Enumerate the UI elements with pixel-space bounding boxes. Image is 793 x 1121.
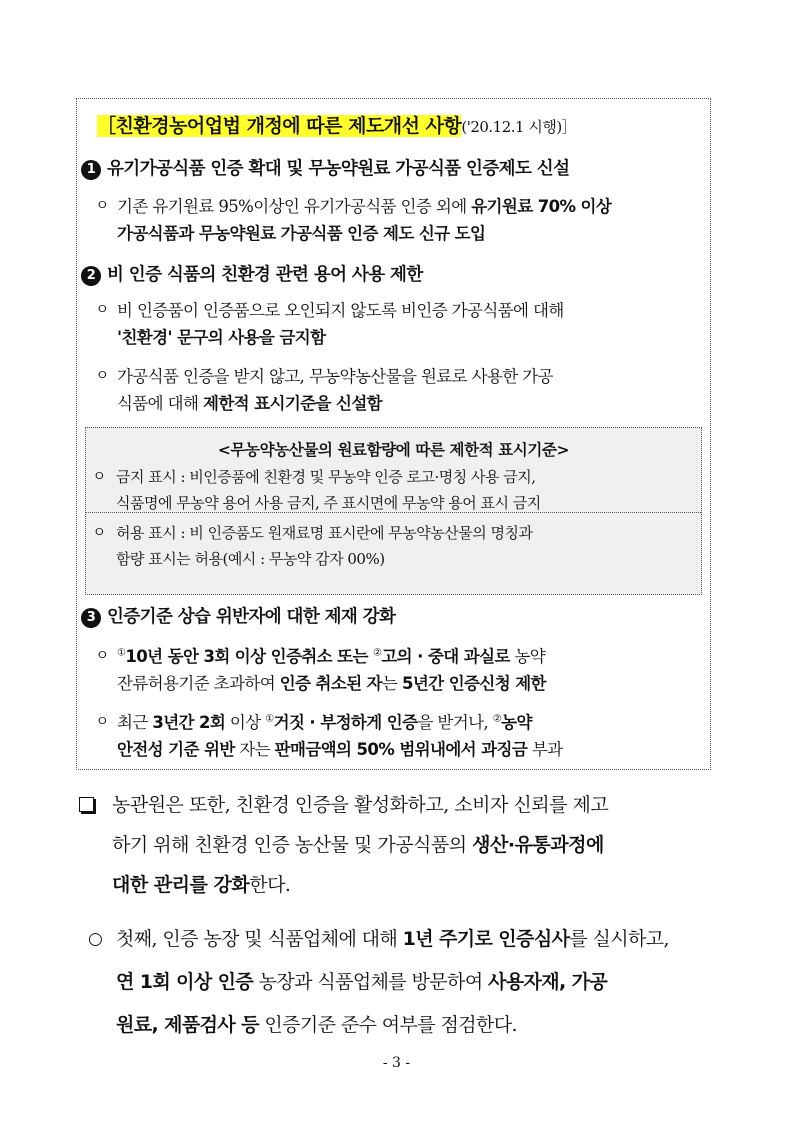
section-3-text: 인증기준 상습 위반자에 대한 제재 강화: [107, 607, 396, 627]
circled-number-2-icon: 2: [81, 266, 101, 286]
section-3-heading: [81, 603, 395, 628]
section-2-item-1: ㅇ 비 인증품이 인증품으로 오인되지 않도록 비인증 가공식품에 대해 '친환경' 문구의 사용을 금지함: [95, 297, 705, 351]
box-title-highlight: ［친환경농어업법 개정에 따른 제도개선 사항: [97, 115, 462, 137]
labeling-standard-title: <무농약농산물의 원료함량에 따른 제한적 표시기준>: [217, 441, 570, 459]
section-1-text: 유기가공식품 인증 확대 및 무농약원료 가공식품 인증제도 신설: [107, 159, 570, 179]
page-number: - 3 -: [382, 1055, 411, 1071]
section-2-heading: [81, 261, 423, 286]
divider: [86, 512, 701, 513]
bullet-icon: ㅇ: [95, 198, 109, 214]
circled-number-3-icon: 3: [81, 608, 101, 628]
reform-summary-box: [76, 98, 711, 770]
bullet-icon: ㅇ: [92, 469, 106, 485]
bullet-icon: ㅇ: [95, 302, 109, 318]
section-1-item-1: ㅇ 기존 유기원료 95%이상인 유기가공식품 인증 외에 유기원료 70% 이상 가공식품과 무농약원료 가공식품 인증 제도 신규 도입: [95, 193, 705, 247]
section-3-item-2: ㅇ 최근 3년간 2회 이상 ①거짓 · 부정하게 인증을 받거나, ②농약 안전성 기준 위반 자는 판매금액의 50% 범위내에서 과징금 부과: [95, 709, 705, 763]
bullet-icon: ㅇ: [92, 525, 106, 541]
section-2-text: 비 인증 식품의 친환경 관련 용어 사용 제한: [107, 265, 423, 285]
checkbox-bullet-icon: [79, 797, 94, 812]
circle-bullet-icon: ○: [88, 929, 103, 949]
box-title-date: ('20.12.1 시행)］: [461, 118, 577, 136]
labeling-standard-box: [85, 427, 702, 595]
section-1-heading: [81, 155, 569, 180]
section-2-item-2: ㅇ 가공식품 인증을 받지 않고, 무농약농산물을 원료로 사용한 가공 식품에 대해 제한적 표시기준을 신설함: [95, 363, 705, 417]
permitted-labeling-item: ㅇ 허용 표시 : 비 인증품도 원재료명 표시란에 무농약농산물의 명칭과 함량 표시는 허용(예시 : 무농약 감자 00%): [92, 520, 696, 572]
bullet-icon: ㅇ: [95, 368, 109, 384]
bullet-icon: ㅇ: [95, 648, 109, 664]
section-3-item-1: ㅇ ①10년 동안 3회 이상 인증취소 또는 ②고의 · 중대 과실로 농약 잔류허용기준 초과하여 인증 취소된 자는 5년간 인증신청 제한: [95, 643, 705, 697]
box-title: [97, 111, 576, 138]
circled-number-1-icon: 1: [81, 160, 101, 180]
prohibited-labeling-item: ㅇ 금지 표시 : 비인증품에 친환경 및 무농약 인증 로고·명칭 사용 금지, 식품명에 무농약 용어 사용 금지, 주 표시면에 무농약 용어 표시 금지: [92, 464, 696, 516]
bullet-icon: ㅇ: [95, 714, 109, 730]
